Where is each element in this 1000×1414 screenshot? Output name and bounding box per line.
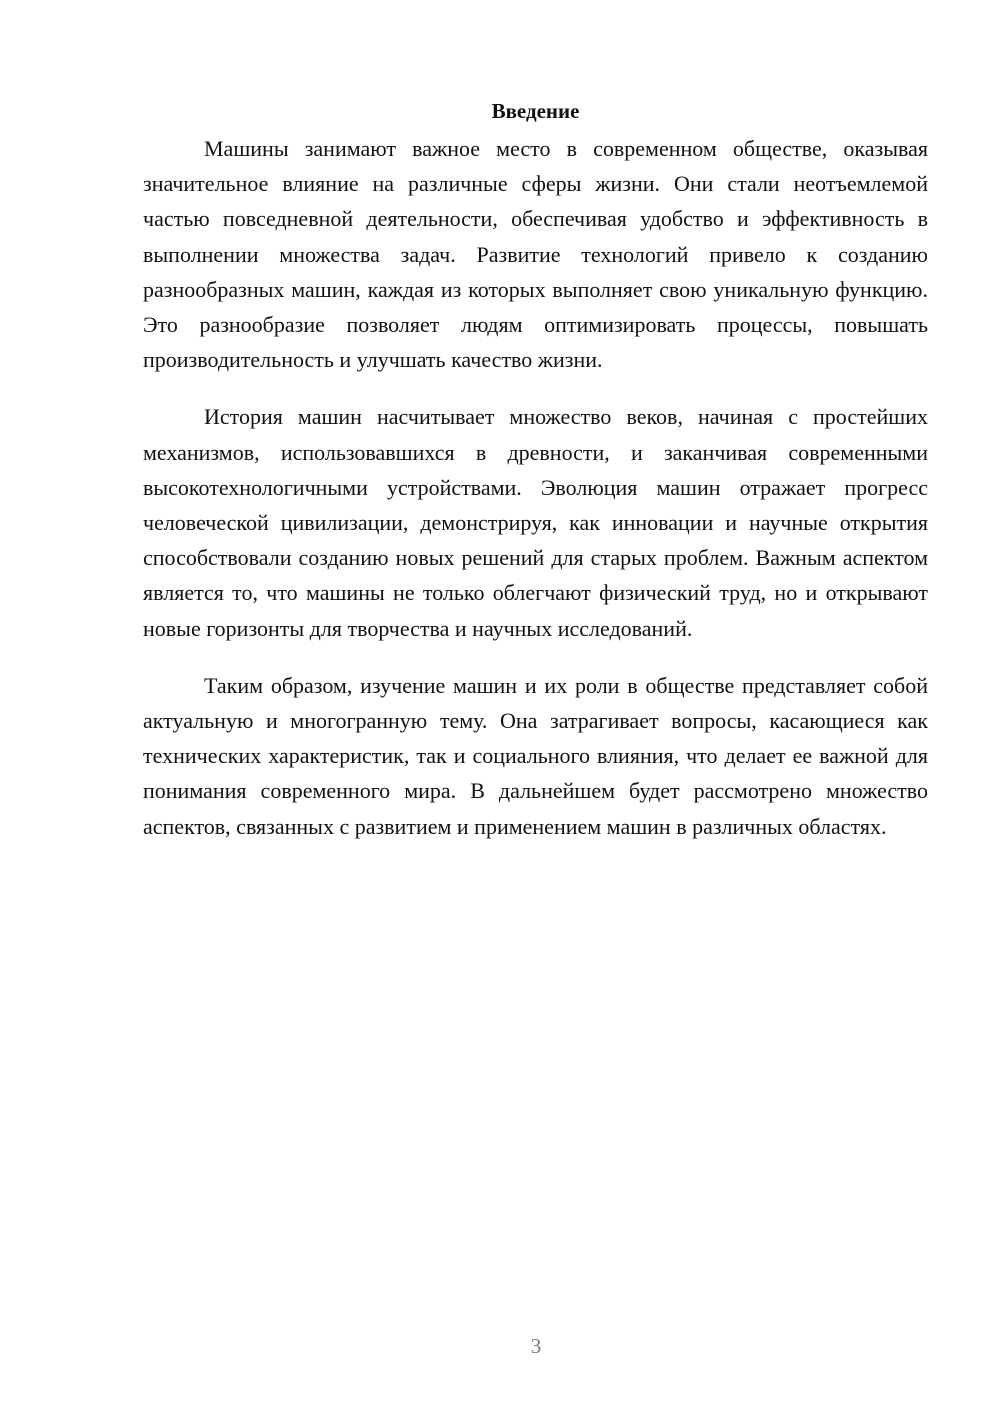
page-content bbox=[143, 96, 928, 866]
paragraph-2: История машин насчитывает множество веков, начиная с простейших механизмов, использовавшихся в древности, и заканчивая современными высокотехнологичными устройствами. Эволюция машин отражает прогресс человеческой цивилизации, демонстрируя, как инновации и научные открытия способствовали созданию новых решений для старых проблем. Важным аспектом является то, что машины не только облегчают физический труд, но и открывают новые горизонты для творчества и научных исследований. bbox=[143, 404, 928, 641]
page-number: 3 bbox=[530, 1334, 542, 1358]
paragraph-3: Таким образом, изучение машин и их роли в обществе представляет собой актуальную и многогранную тему. Она затрагивает вопросы, касающиеся как технических характеристик, так и социального влияния, что делает ее важной для понимания современного мира. В дальнейшем будет рассмотрено множество аспектов, связанных с развитием и применением машин в различных областях. bbox=[143, 672, 928, 839]
section-title: Введение bbox=[491, 99, 580, 123]
paragraph-1: Машины занимают важное место в современном обществе, оказывая значительное влияние на различные сферы жизни. Они стали неотъемлемой частью повседневной деятельности, обеспечивая удобство и эффективность в выполнении множества задач. Развитие технологий привело к созданию разнообразных машин, каждая из которых выполняет свою уникальную функцию. Это разнообразие позволяет людям оптимизировать процессы, повышать производительность и улучшать качество жизни. bbox=[143, 136, 928, 373]
